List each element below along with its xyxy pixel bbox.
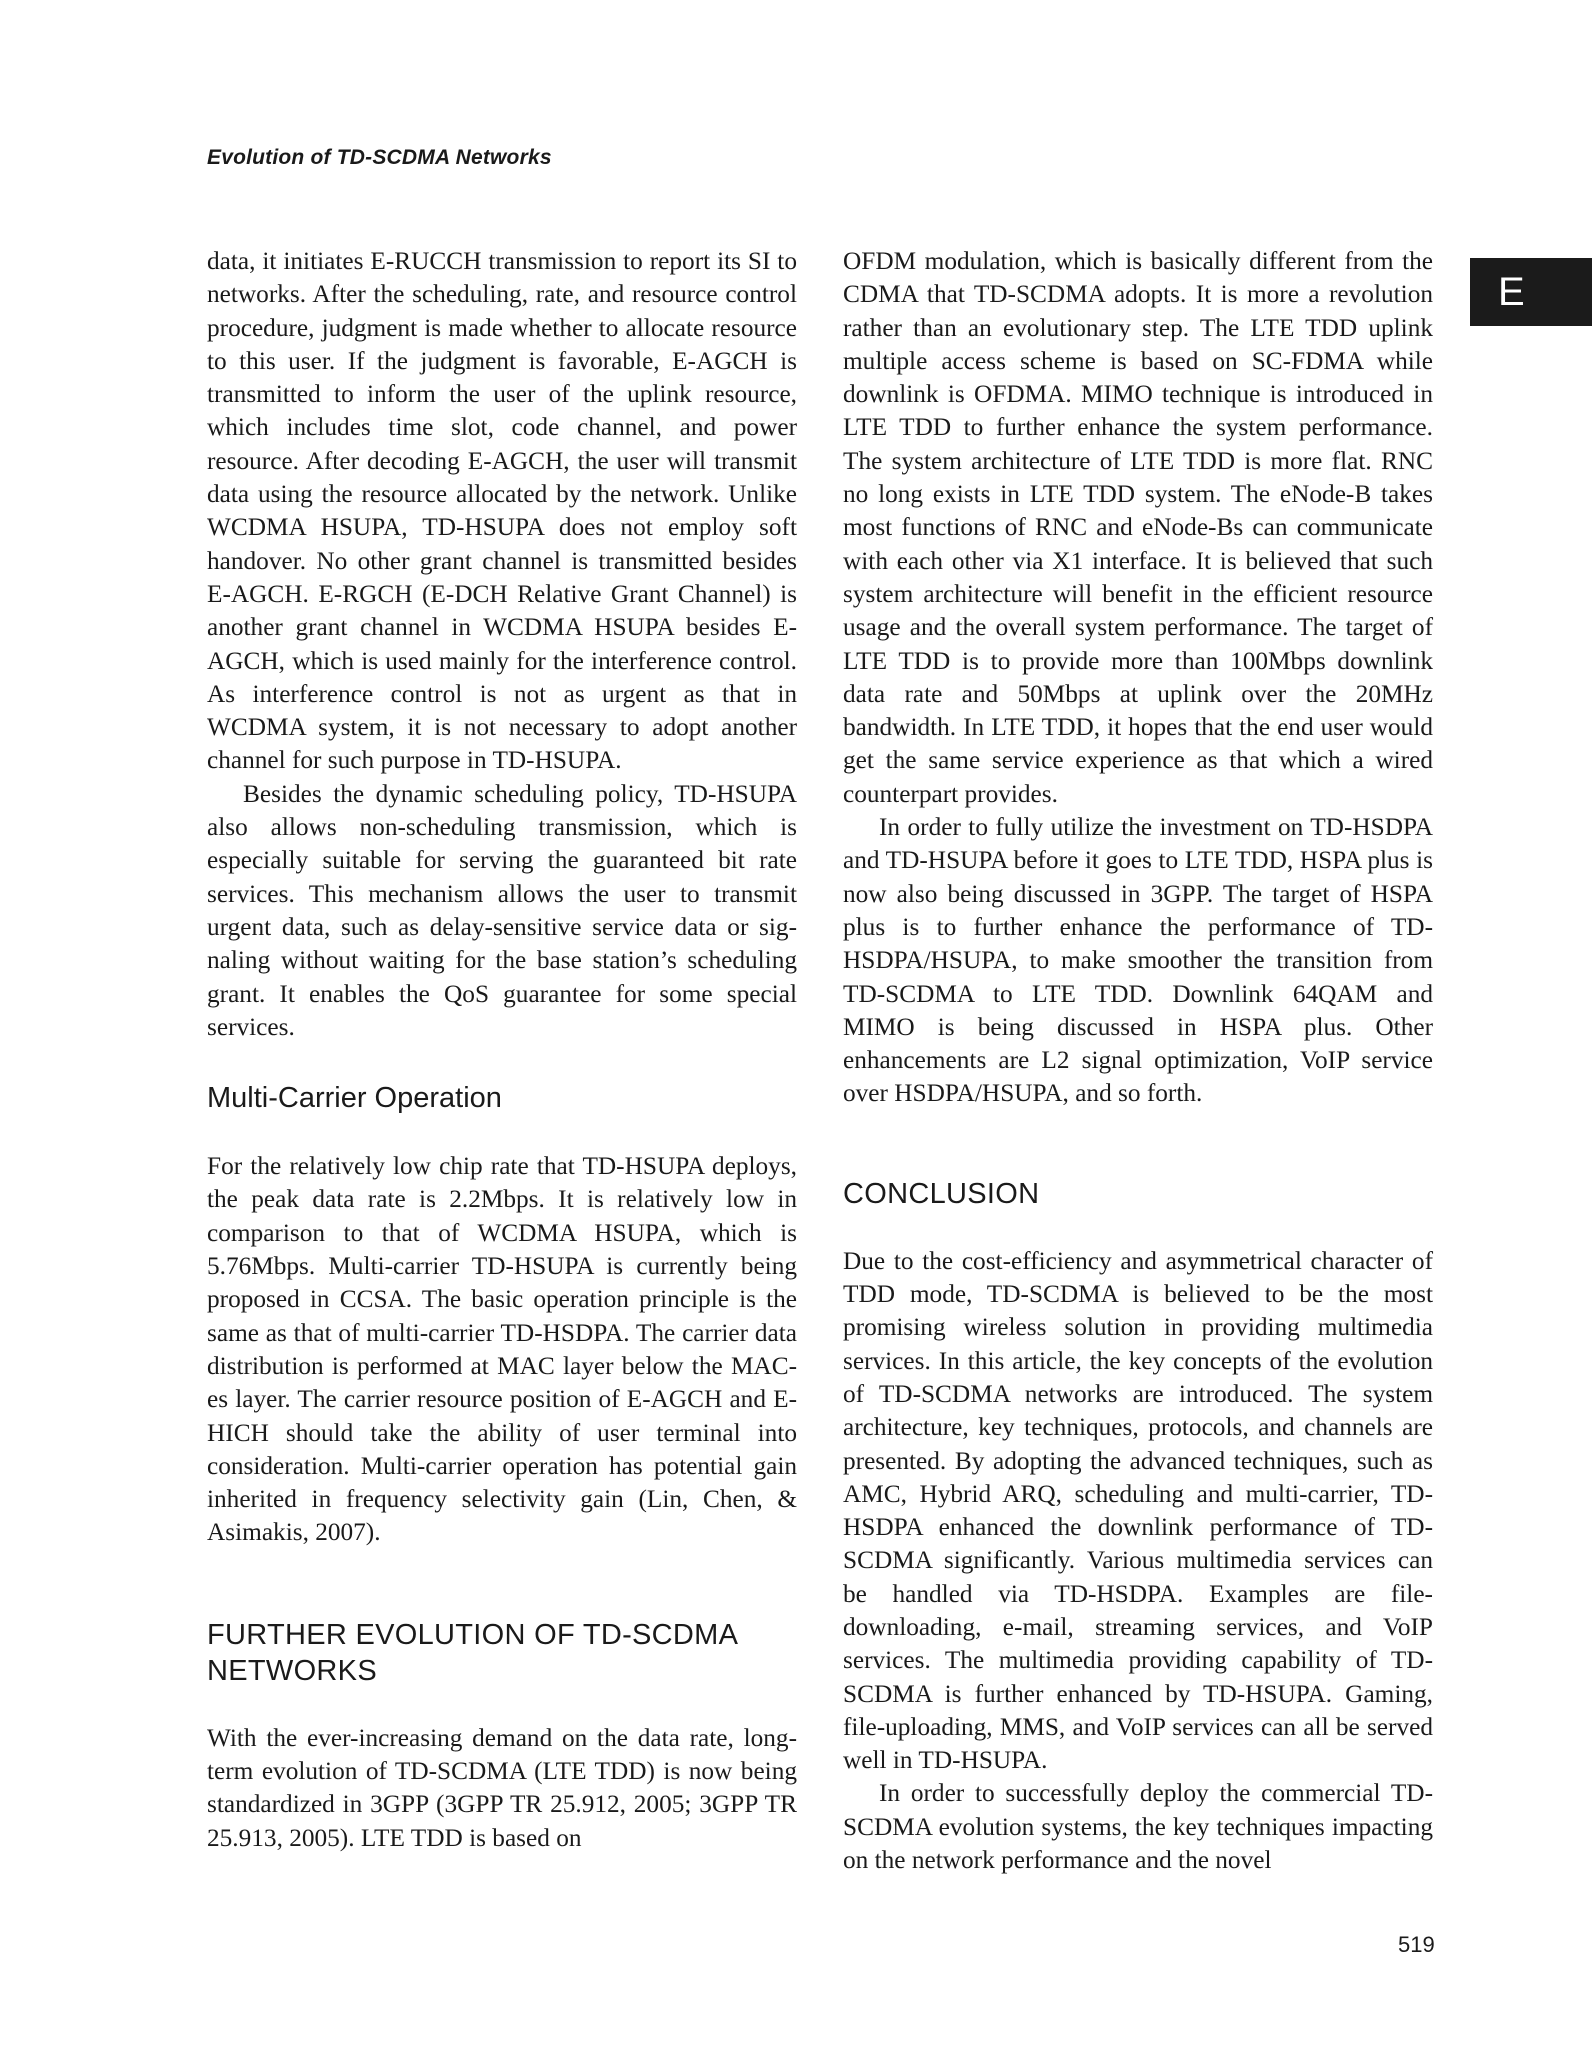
section-heading-conclusion: CONCLUSION: [843, 1177, 1040, 1210]
subheading-multi-carrier-operation: Multi-Carrier Operation: [207, 1082, 502, 1115]
left-paragraph-3: For the relatively low chip rate that TD-HSUPA deploys, the peak data rate is 2.2Mbps. It is relatively low in comparison to that of WCDMA HSUPA, which is 5.76Mbps. Multi-carrier TD-HSUPA is currently being proposed in CCSA. The basic operation principle is the same as that of multi-carrier TD-HSDPA. The carrier data distribution is performed at MAC layer below the MAC-es layer. The carrier resource position of E-AGCH and E-HICH should take the ability of user terminal into consideration. Multi-carrier operation has potential gain inherited in frequency selectivity gain (Lin, Chen, & Asimakis, 2007).: [207, 1152, 797, 1547]
right-paragraph-3: Due to the cost-efficiency and asymmetrical character of TDD mode, TD-SCDMA is believed to be the most promising wireless solution in providing multimedia services. In this article, the key concepts of the evolution of TD-SCDMA networks are introduced. The system architecture, key techniques, protocols, and channels are presented. By adopting the advanced techniques, such as AMC, Hybrid ARQ, scheduling and multi-carrier, TD-HSDPA enhanced the downlink performance of TD-SCDMA significantly. Various multimedia services can be handled via TD-HSDPA. Examples are file-downloading, e-mail, streaming services, and VoIP services. The multimedia providing capability of TD-SCDMA is further enhanced by TD-HSUPA. Gaming, file-uploading, MMS, and VoIP services can all be served well in TD-HSUPA.: [843, 1246, 1433, 1775]
page-number: 519: [1398, 1932, 1435, 1957]
right-column: [843, 245, 1433, 1877]
left-paragraph-2: Besides the dynamic scheduling policy, TD-HSUPA also allows non-scheduling transmission, which is especially suitable for serving the guaranteed bit rate services. This mechanism allows the user to transmit urgent data, such as delay-sensitive service data or signaling without waiting for the base station’s scheduling grant. It enables the QoS guarantee for some special services.: [207, 779, 797, 1041]
left-paragraph-1: data, it initiates E-RUCCH transmission to report its SI to networks. After the scheduling, rate, and resource control procedure, judgment is made whether to allocate resource to this user. If the judgment is favorable, E-AGCH is transmitted to inform the user of the uplink resource, which includes time slot, code channel, and power resource. After decoding E-AGCH, the user will transmit data using the resource allocated by the network. Unlike WCDMA HSUPA, TD-HSUPA does not employ soft handover. No other grant channel is transmitted besides E-AGCH. E-RGCH (E-DCH Relative Grant Channel) is another grant channel in WCDMA HSUPA besides E-AGCH, which is used mainly for the interference control. As interference control is not as urgent as that in WCDMA system, it is not necessary to adopt another channel for such purpose in TD-HSUPA.: [207, 247, 797, 775]
right-paragraph-4: In order to successfully deploy the commercial TD-SCDMA evolution systems, the key techniques impacting on the network performance and the novel: [843, 1779, 1433, 1875]
left-column: [207, 245, 797, 1855]
right-paragraph-1: OFDM modulation, which is basically different from the CDMA that TD-SCDMA adopts. It is more a revolution rather than an evolutionary step. The LTE TDD uplink multiple access scheme is based on SC-FDMA while downlink is OFDMA. MIMO technique is introduced in LTE TDD to further enhance the system performance. The system architecture of LTE TDD is more flat. RNC no long exists in LTE TDD system. The eNode-B takes most functions of RNC and eNode-Bs can communicate with each other via X1 interface. It is believed that such system architecture will benefit in the efficient resource usage and the overall system performance. The target of LTE TDD is to provide more than 100Mbps downlink data rate and 50Mbps at uplink over the 20MHz bandwidth. In LTE TDD, it hopes that the end user would get the same service experience as that which a wired counterpart provides.: [843, 247, 1433, 808]
section-heading-further-evolution: FURTHER EVOLUTION OF TD-SCDMA NETWORKS: [207, 1618, 737, 1687]
right-paragraph-2: In order to fully utilize the investment on TD-HSDPA and TD-HSUPA before it goes to LTE TDD, HSPA plus is now also being discussed in 3GPP. The target of HSPA plus is to further enhance the performance of TD-HSDPA/HSUPA, to make smoother the transition from TD-SCDMA to LTE TDD. Downlink 64QAM and MIMO is being discussed in HSPA plus. Other enhancements are L2 signal optimization, VoIP service over HSDPA/HSUPA, and so forth.: [843, 813, 1433, 1108]
section-thumb-tab: E: [1470, 258, 1592, 326]
running-head-title: Evolution of TD-SCDMA Networks: [207, 146, 552, 169]
left-paragraph-4: With the ever-increasing demand on the data rate, long-term evolution of TD-SCDMA (LTE TDD) is now being standardized in 3GPP (3GPP TR 25.912, 2005; 3GPP TR 25.913, 2005). LTE TDD is based on: [207, 1723, 797, 1852]
